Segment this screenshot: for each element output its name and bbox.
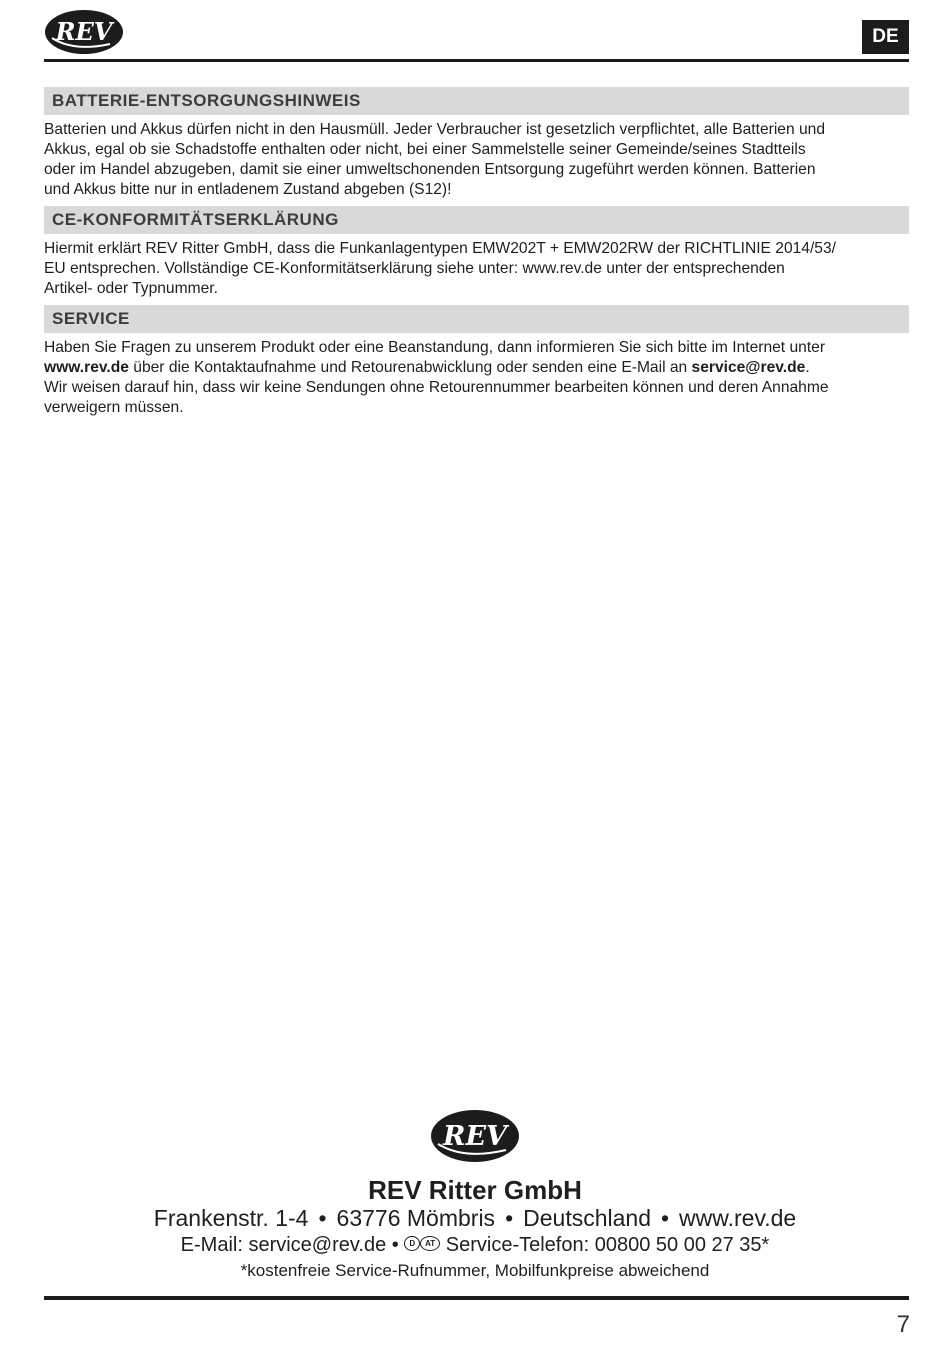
section-text: Hiermit erklärt REV Ritter GmbH, dass die Funkanlagentypen EMW202T + EMW202RW der RICHTLINIE 2014/53/ EU entsprechen. Vollständige CE-Konformitätserklärung siehe unter: www.rev.de unter der entsprechenden Artikel- oder Typnummer. — [44, 240, 836, 297]
section-ce-declaration — [44, 206, 909, 299]
website-link[interactable]: www.rev.de — [44, 359, 129, 376]
language-badge: DE — [862, 20, 909, 54]
rev-logo — [430, 1108, 520, 1164]
section-service — [44, 305, 909, 418]
section-battery-disposal — [44, 87, 909, 200]
bottom-divider — [44, 1296, 909, 1300]
footer-website[interactable]: www.rev.de — [679, 1205, 797, 1231]
country-at-badge: AT — [420, 1236, 440, 1251]
contact-line: E-Mail: service@rev.de • D AT Service-Telefon: 00800 50 00 27 35* — [180, 1234, 770, 1256]
top-divider — [44, 59, 909, 62]
svg-text:REV: REV — [443, 1121, 507, 1152]
section-text: Batterien und Akkus dürfen nicht in den Hausmüll. Jeder Verbraucher ist gesetzlich verpflichtet, alle Batterien und Akkus, egal ob sie Schadstoffe enthalten oder nicht, bei einer Sammelstelle seiner Gemeinde/seines Stadtteils oder im Handel abzugeben, damit sie einer umweltschonenden Entsorgung zugeführt werden können. Batterien und Akkus bitte nur in entladenem Zustand abgeben (S12)! — [44, 121, 825, 198]
section-heading: CE-KONFORMITÄTSERKLÄRUNG — [44, 206, 909, 234]
section-heading: BATTERIE-ENTSORGUNGSHINWEIS — [44, 87, 909, 115]
section-text: Haben Sie Fragen zu unserem Produkt oder eine Beanstandung, dann informieren Sie sich bitte im Internet unter www.rev.de über die Kontaktaufnahme und Retourenabwicklung oder senden eine E-Mail an service@rev.de. Wir weisen darauf hin, dass wir keine Sendungen ohne Retourennummer bearbeiten können und deren Annahme verweigern müssen. — [44, 339, 829, 416]
footer — [0, 1108, 950, 1284]
country-d-badge: D — [404, 1236, 420, 1251]
company-address: Frankenstr. 1-4 • 63776 Mömbris • Deutschland • www.rev.de — [153, 1205, 797, 1231]
section-heading: SERVICE — [44, 305, 909, 333]
footer-email[interactable]: E-Mail: service@rev.de — [180, 1234, 387, 1256]
document-body — [44, 87, 909, 424]
page-number: 7 — [896, 1311, 910, 1338]
rev-logo — [44, 8, 124, 56]
service-phone: Service-Telefon: 00800 50 00 27 35* — [445, 1234, 770, 1256]
company-name: REV Ritter GmbH — [368, 1175, 582, 1205]
email-link[interactable]: service@rev.de — [691, 359, 806, 376]
phone-note: *kostenfreie Service-Rufnummer, Mobilfunkpreise abweichend — [240, 1261, 710, 1280]
svg-text:REV: REV — [55, 17, 113, 46]
